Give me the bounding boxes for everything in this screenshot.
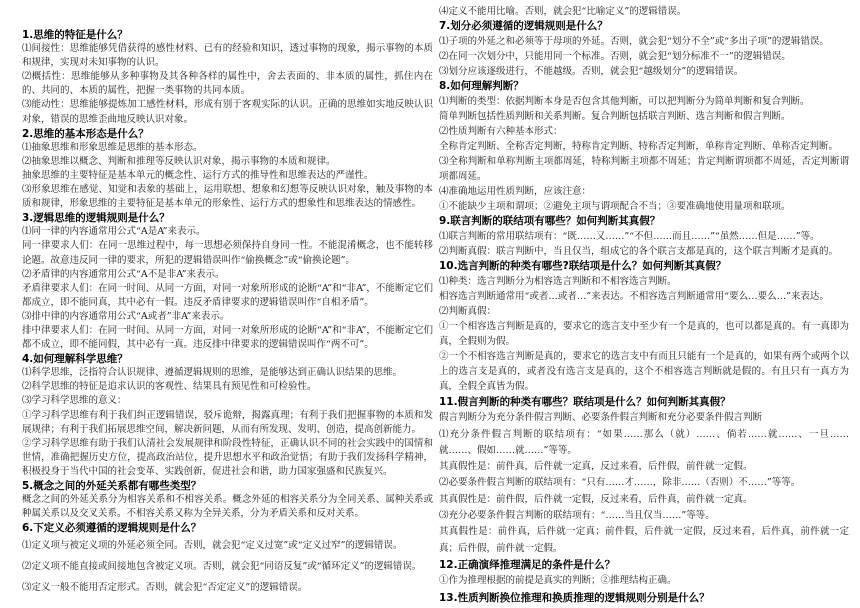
question-heading-12: 12.正确演绎推理满足的条件是什么？ bbox=[439, 558, 616, 571]
q11-item-3: 其真假性是：前件真，后件就一定真，反过来看，后件假，前件就一定假。 bbox=[439, 461, 753, 473]
q9-item-2: ⑵判断真假：联言判断中，当且仅当，组成它的各个联言支都是真的，这个联言判断才是真的。 bbox=[439, 246, 839, 257]
q4-item-4: ①学习科学思维有利于我们纠正逻辑错误，驳斥诡辩，揭露真理；有利于我们把握事物的本质和发展规律；有利于我们拓展思维空间，解决新问题，从而有所发现、发明、创造，提高创新能力。 bbox=[22, 409, 433, 435]
q3-item-1: ⑴同一律的内容通常用公式“A是A”来表示。 bbox=[22, 226, 206, 238]
q9-item-1: ⑴联言判断的常用联结项有：“既……又……”“不但……而且……”“虽然……但是……”等。 bbox=[439, 231, 820, 242]
q8-item-5: ⑶全称判断和单称判断主项都周延，特称判断主项都不周延；肯定判断谓项都不周延，否定判断谓项都周延。 bbox=[439, 156, 849, 182]
q1-item-2: ⑵概括性：思维能够从多种事物及其各种各样的属性中，舍去表面的、非本质的属性，抓住内在的、共同的、本质的属性，把握一类事物的共同本质。 bbox=[22, 71, 433, 97]
q4-item-5: ②学习科学思维有助于我们认清社会发展规律和阶段性特征，正确认识不同的社会实践中的国情和世情，准确把握历史方位，提高政治站位，提升思想水平和政治觉悟；有助于我们发扬科学精神，积极投身于当代中国的社会变革、实践创新，促进社会和谐，助力国家强盛和民族复兴。 bbox=[22, 437, 433, 477]
q10-item-3: ⑵判断真假： bbox=[439, 306, 497, 317]
question-heading-3: 3.逻辑思维的逻辑规则是什么？ bbox=[22, 212, 170, 225]
q8-item-6: ⑷准确地运用性质判断，应该注意： bbox=[439, 186, 592, 197]
q11-item-4: ⑵必要条件假言判断的联结项有：“只有……才……，除非……（否则）不……”等等。 bbox=[439, 477, 801, 489]
question-heading-10: 10.选言判断的种类有哪些?联结项是什么？如何判断其真假？ bbox=[439, 260, 727, 272]
q8-item-2: 简单判断包括性质判断和关系判断。复合判断包括联言判断、选言判断和假言判断。 bbox=[439, 111, 791, 122]
q5-item-1: 概念之间的外延关系分为相容关系和不相容关系。概念外延的相容关系分为全同关系、属种关系或种属关系以及交叉关系。不相容关系又称为全异关系，分为矛盾关系和反对关系。 bbox=[22, 494, 433, 520]
q6-item-4: ⑷定义不能用比喻。否则，就会犯“比喻定义”的逻辑错误。 bbox=[439, 6, 687, 17]
q4-item-2: ⑵科学思维的特征是追求认识的客观性、结果具有预见性和可检验性。 bbox=[22, 381, 317, 393]
section-13 bbox=[439, 590, 849, 606]
q2-item-1: ⑴抽象思维和形象思维是思维的基本形态。 bbox=[22, 141, 203, 153]
q8-item-3: ⑵性质判断有六种基本形式： bbox=[439, 126, 563, 137]
q3-item-2: 同一律要求人们：在同一思维过程中，每一思想必须保持自身同一性。不能混淆概念，也不能转移论题。故意违反同一律的要求，所犯的逻辑错误叫作“偷换概念”或“偷换论题”。 bbox=[22, 240, 433, 266]
q2-item-4: ⑶形象思维在感觉、知觉和表象的基础上，运用联想、想象和幻想等反映认识对象，触及事物的本质和规律，形象思维的主要特征是基本单元的形象性、运行方式的想象性和思维表达的情感性。 bbox=[22, 184, 433, 210]
section-6-continued bbox=[439, 4, 849, 19]
q1-item-3: ⑶能动性：思维能够提炼加工感性材料，形成有别于客观实际的认识。正确的思维如实地反映认识对象，错误的思维歪曲地反映认识对象。 bbox=[22, 99, 433, 125]
question-heading-6: 6.下定义必须遵循的逻辑规则是什么？ bbox=[22, 522, 202, 535]
q6-item-3: ⑶定义一般不能用否定形式。否则，就会犯“否定定义”的逻辑错误。 bbox=[22, 582, 308, 594]
question-heading-1: 1.思维的特征是什么？ bbox=[22, 29, 128, 41]
q3-item-5: ⑶排中律的内容通常用公式“A或者”非A”来表示。 bbox=[22, 310, 230, 322]
section-2 bbox=[22, 127, 433, 212]
q8-item-7: ①不能缺少主项和谓项；②避免主项与谓项配合不当；③要准确地使用量项和联项。 bbox=[439, 201, 791, 212]
q2-item-2: ⑵抽象思维以概念、判断和推理等反映认识对象，揭示事物的本质和规律。 bbox=[22, 155, 336, 167]
q10-item-2: 相容选言判断通常用“或者…或者…”来表达。不相容选言判断通常用“要么…要么…”来表达。 bbox=[439, 291, 829, 302]
question-heading-4: 4.如何理解科学思维？ bbox=[22, 353, 128, 366]
q6-item-2: ⑵定义项不能直接或间接地包含被定义项。否则，就会犯“同语反复”或“循环定义”的逻辑错误。 bbox=[22, 561, 422, 573]
section-3 bbox=[22, 211, 433, 352]
section-9 bbox=[439, 214, 849, 259]
question-heading-8: 8.如何理解判断？ bbox=[439, 80, 524, 92]
section-1 bbox=[22, 28, 433, 127]
question-heading-2: 2.思维的基本形态是什么？ bbox=[22, 127, 149, 140]
section-4 bbox=[22, 352, 433, 479]
section-6 bbox=[22, 521, 433, 598]
question-heading-7: 7.划分必须遵循的逻辑规则是什么？ bbox=[439, 20, 608, 32]
question-heading-11: 11.假言判断的种类有哪些？联结项是什么？如何判断其真假？ bbox=[439, 396, 731, 408]
section-11 bbox=[439, 394, 849, 557]
q10-item-4: ①一个相容选言判断是真的，要求它的选言支中至少有一个是真的，也可以都是真的。有一真即为真，全假则为假。 bbox=[439, 321, 849, 347]
q3-item-6: 排中律要求人们：在同一时间、从同一方面，对同一对象所形成的论断“A”和“非A”，不能断定它们都不成立，即不能同假，其中必有一真。违反排中律要求的逻辑错误叫作“两不可”。 bbox=[22, 324, 433, 351]
q11-item-6: ⑶充分必要条件假言判断的联结项有：“……当且仅当……”等等。 bbox=[439, 510, 715, 522]
q7-item-2: ⑵在同一次划分中，只能用同一个标准。否则，就会犯“划分标准不一”的逻辑错误。 bbox=[439, 51, 791, 62]
q11-item-7: 其真假性是：前件真，后件就一定真；前件假，后件就一定假，反过来看，后件真，前件就一定真；后件假，前件就一定假。 bbox=[439, 526, 849, 554]
q11-item-1: 假言判断分为充分条件假言判断、必要条件假言判断和充分必要条件假言判断 bbox=[439, 412, 763, 424]
q1-item-1: ⑴间接性：思维能够凭借获得的感性材料、已有的经验和知识，透过事物的现象，揭示事物的本质和规律，实现对未知事物的认识。 bbox=[22, 43, 433, 69]
section-8 bbox=[439, 79, 849, 214]
q4-item-3: ⑶学习科学思维的意义： bbox=[22, 395, 127, 407]
q3-item-4: 矛盾律要求人们：在同一时间、从同一方面，对同一对象所形成的论断“A”和“非A”，不能断定它们都成立，即不能同真，其中必有一假。违反矛盾律要求的逻辑错误叫作“自相矛盾”。 bbox=[22, 282, 433, 308]
q4-item-1: ⑴科学思维，泛指符合认识规律、遵循逻辑规则的思维，是能够达到正确认识结果的思维。 bbox=[22, 367, 403, 379]
q3-item-3: ⑵矛盾律的内容通常用公式“A不是非A”来表示。 bbox=[22, 268, 225, 280]
section-12 bbox=[439, 557, 849, 590]
q7-item-3: ⑶划分应该逐级进行，不能越级。否则，就会犯“越级划分”的逻辑错误。 bbox=[439, 66, 744, 77]
lower-sections bbox=[439, 394, 849, 606]
q10-item-5: ②一个不相容选言判断是真的，要求它的选言支中有而且只能有一个是真的，如果有两个或两个以上的选言支是真的，或者没有选言支是真的，这个不相容选言判断就是假的。有且只有一真方为真，全假全真皆为假。 bbox=[439, 351, 849, 392]
question-heading-5: 5.概念之间的外延关系都有哪些类型？ bbox=[22, 480, 202, 492]
q2-item-3: 抽象思维的主要特征是基本单元的概念性、运行方式的推导性和思维表达的严谨性。 bbox=[22, 169, 374, 181]
q11-item-2: ⑴充分条件假言判断的联结项有：“如果……那么（就）……、倘若……就……、一旦……就……、假如……就……”等等。 bbox=[439, 428, 849, 456]
section-10 bbox=[439, 259, 849, 394]
left-column bbox=[22, 28, 433, 598]
q8-item-1: ⑴判断的类型：依据判断本身是否包含其他判断，可以把判断分为简单判断和复合判断。 bbox=[439, 96, 810, 107]
section-5 bbox=[22, 479, 433, 521]
right-column bbox=[439, 4, 849, 606]
section-7 bbox=[439, 19, 849, 79]
q8-item-4: 全称肯定判断、全称否定判断，特称肯定判断、特称否定判断，单称肯定判断、单称否定判断。 bbox=[439, 141, 839, 152]
q11-item-5: 其真假性是：前件假，后件就一定假，反过来看，后件真，前件就一定真。 bbox=[439, 493, 753, 505]
q6-item-1: ⑴定义项与被定义项的外延必须全同。否则，就会犯“定义过宽”或“定义过窄”的逻辑错误。 bbox=[22, 540, 403, 552]
question-heading-13: 13.性质判断换位推理和换质推理的逻辑规则分别是什么？ bbox=[439, 591, 710, 604]
question-heading-9: 9.联言判断的联结项有哪些？如何判断其真假？ bbox=[439, 215, 661, 227]
q7-item-1: ⑴子项的外延之和必须等于母项的外延。否则，就会犯“划分不全”或“多出子项”的逻辑错误。 bbox=[439, 36, 829, 47]
q12-item-1: ①作为推理根据的前提是真实的判断；②推理结构正确。 bbox=[439, 575, 677, 587]
q10-item-1: ⑴种类：选言判断分为相容选言判断和不相容选言判断。 bbox=[439, 276, 677, 287]
